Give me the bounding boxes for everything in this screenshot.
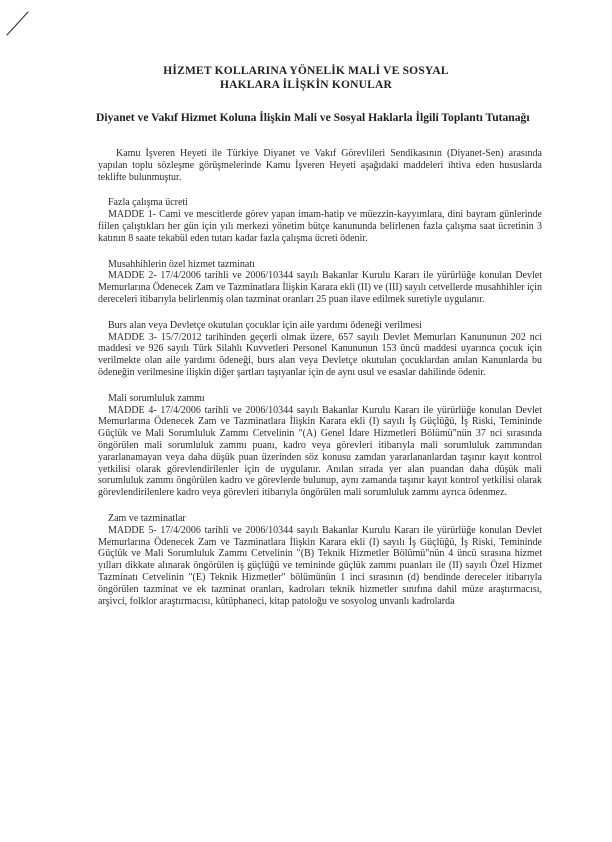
document-body <box>98 148 542 607</box>
article-3: MADDE 3- 15/7/2012 tarihinden geçerli olmak üzere, 657 sayılı Devlet Memurları Kanununun 202 nci maddesi ve 926 sayılı Türk Silahlı Kuvvetleri Personel Kanununun 153 üncü maddesi uyarınca çocuk için verilmekte olan aile yardımı ödeneği, burs alan veya Devletçe okutulan çocuklardan anılan Kanunlarda bu ödeneğin verilmesine ilişkin diğer şartları taşıyanlar için de aynı usul ve esaslar dahilinde ödenir. <box>98 331 542 378</box>
pen-stroke-mark <box>4 8 32 38</box>
section-heading-family-allowance: Burs alan veya Devletçe okutulan çocuklar için aile yardımı ödeneği verilmesi <box>108 319 422 331</box>
section-heading-proofreader: Musahhihlerin özel hizmet tazminatı <box>108 258 255 270</box>
title-line-1: HİZMET KOLLARINA YÖNELİK MALİ VE SOSYAL <box>163 65 449 77</box>
intro-paragraph: Kamu İşveren Heyeti ile Türkiye Diyanet ve Vakıf Görevlileri Sendikasının (Diyanet-Sen) arasında yapılan toplu sözleşme görüşmelerinde Kamu İşveren Heyeti aşağıdaki maddeleri ihtiva eden hususlarda teklifte bulunmuştur. <box>98 148 542 183</box>
section-heading-overtime: Fazla çalışma ücreti <box>108 197 188 209</box>
article-4: MADDE 4- 17/4/2006 tarihli ve 2006/10344 sayılı Bakanlar Kurulu Kararı ile yürürlüğe konulan Devlet Memurlarına Ödenecek Zam ve Tazminatlara İlişkin Karara ekli (I) sayılı İş Güçlüğü, İş Riski, Temininde Güçlük ve Mali Sorumluluk Zammı Cetvelinin "(A) Genel İdare Hizmetleri Bölümü"nün 37 nci sırasında öngörülen mali sorumluluk zammı puanı, kadro veya görevleri itibarıyla mali sorumluluk zammından yararlanamayan veya daha düşük puan üzerinden söz konusu zamdan yararlananlardan taşınır kayıt kontrol yetkilisi olarak görevlendirilenler için de uygulanır. Anılan sırada yer alan puandan daha düşük mali sorumluluk zammı öngörülen kadro ve görevlerde bulunup, aynı zamanda taşınır kayıt kontrol yetkilisi olarak görevlendirilenlere kadro veya görevleri itibarıyla öngörülen mali sorumluluk zammı ayrıca ödenmez. <box>98 404 542 499</box>
section-heading-financial-responsibility: Mali sorumluluk zammı <box>108 392 205 404</box>
document-title <box>60 64 552 92</box>
section-heading-raises: Zam ve tazminatlar <box>108 512 186 524</box>
document-subtitle: Diyanet ve Vakıf Hizmet Koluna İlişkin Mali ve Sosyal Haklarla İlgili Toplantı Tutanağı <box>96 111 530 124</box>
title-line-2: HAKLARA İLİŞKİN KONULAR <box>219 79 393 91</box>
article-1: MADDE 1- Cami ve mescitlerde görev yapan imam-hatip ve müezzin-kayyımlara, dini bayram günlerinde fiilen çalıştıkları her gün için yılı merkezi yönetim bütçe kanununda belirlenen fazla çalışma saat ücretinin 3 katının 8 saate tekabül eden tutarı kadar fazla çalışma ücreti ödenir. <box>98 209 542 244</box>
article-2: MADDE 2- 17/4/2006 tarihli ve 2006/10344 sayılı Bakanlar Kurulu Kararı ile yürürlüğe konulan Devlet Memurlarına Ödenecek Zam ve Tazminatlara İlişkin Karara ekli (II) ve (III) sayılı cetvellerde musahhihler için dereceleri itibarıyla belirlenmiş olan tazminat oranları 25 puan ilave edilmek suretiyle uygulanır. <box>98 270 542 305</box>
article-5: MADDE 5- 17/4/2006 tarihli ve 2006/10344 sayılı Bakanlar Kurulu Kararı ile yürürlüğe konulan Devlet Memurlarına Ödenecek Zam ve Tazminatlara İlişkin Karara ekli (I) sayılı İş Güçlüğü, İş Riski, Temininde Güçlük ve Mali Sorumluluk Zammı Cetvelinin "(B) Teknik Hizmetler Bölümü"nün 4 üncü sırasına hizmet yılları dikkate alınarak öngörülen iş güçlüğü ve temininde güçlük zammı puanları ile (II) sayılı Özel Hizmet Tazminatı Cetvelinin "(E) Teknik Hizmetler" bölümünün 1 inci sırasının (d) bendinde dereceler itibarıyla öngörülen tazminat ve ek tazminat oranları, kadroları teknik hizmetler sınıfına dahil müze araştırmacısı, arşivci, folklor araştırmacısı, kütüphaneci, kitap patoloğu ve sosyolog unvanlı kadrolarda <box>98 524 542 607</box>
